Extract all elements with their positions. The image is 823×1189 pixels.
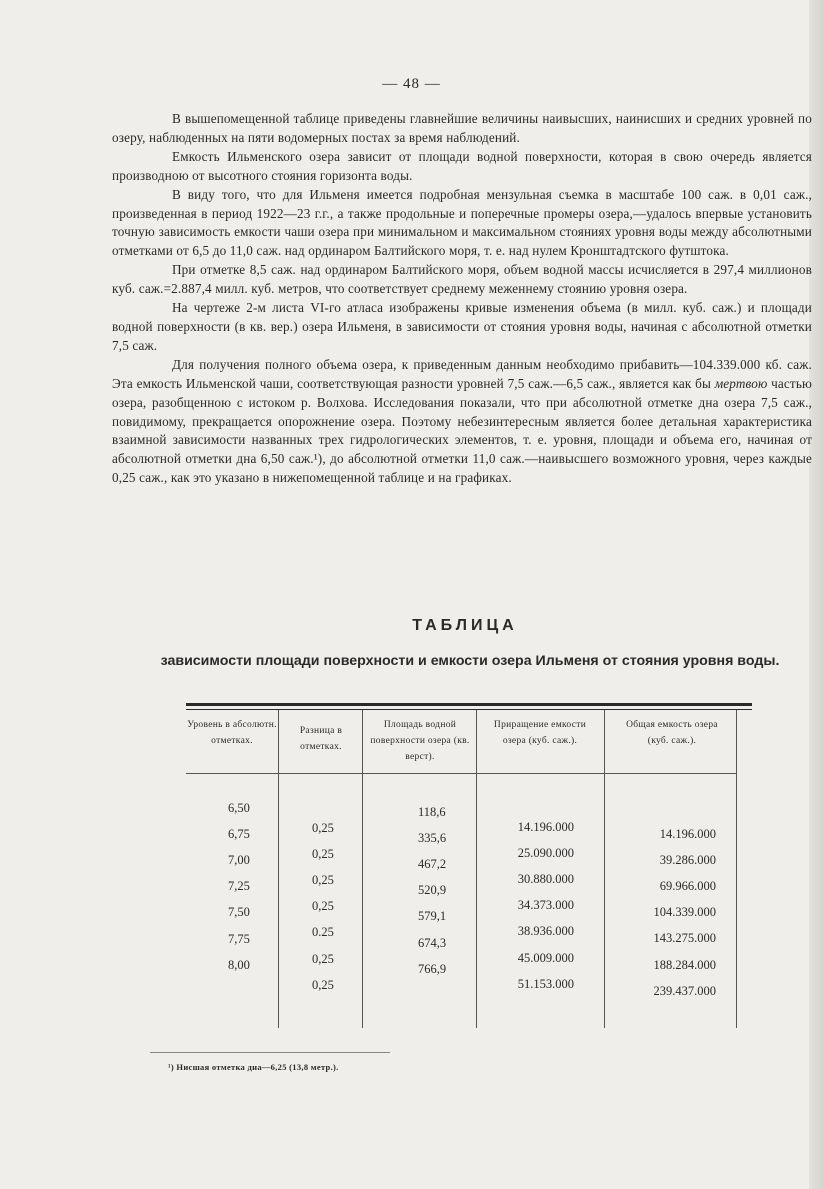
cell-increment: 45.009.000 (517, 950, 574, 965)
header-increment: Приращение емкости озера (куб. саж.). (493, 720, 587, 746)
header-total: Общая емкость озера (куб. саж.). (626, 720, 718, 746)
cell-area: 674,3 (418, 935, 447, 950)
cell-level: 8,00 (228, 957, 250, 972)
data-table (186, 703, 752, 1028)
cell-increment: 25.090.000 (517, 846, 574, 861)
cell-total: 239.437.000 (653, 983, 716, 998)
body-text (112, 110, 812, 488)
paragraph-6-part-1: Для получения полного объема озера, к приведенным данным необходимо прибавить—104.339.000 кб. саж. Эта емкость Ильменской чаши, соответствующая разности уровней 7,5 саж.—6,5 саж., является как бы (112, 356, 812, 391)
paragraph-1: В вышепомещенной таблице приведены главнейшие величины наивысших, наинисших и средних уровней по озеру, наблюденных на пяти водомерных постах за время наблюдений. (112, 111, 812, 145)
cell-increment: 14.196.000 (517, 820, 574, 834)
cell-area: 467,2 (418, 857, 447, 872)
paragraph-4: При отметке 8,5 саж. над ординаром Балтийского моря, объем водной массы исчисляется в 297,4 миллионов куб. саж.=2.887,4 милл. куб. метров, что соответствует среднему меженнему стоянию уровня озера. (112, 262, 812, 297)
paragraph-6-italic: мертвою (714, 375, 768, 391)
cell-total: 14.196.000 (659, 827, 716, 841)
cell-difference: 0,25 (312, 873, 334, 888)
paragraph-5: На чертеже 2-м листа VI-го атласа изображены кривые изменения объема (в милл. куб. саж.) и площади водной поверхности (в кв. вер.) озера Ильменя, в зависимости от стояния уровня воды, начиная с абсолютной отметки 7,5 саж. (112, 300, 812, 353)
cell-difference: 0,25 (312, 847, 334, 862)
cell-increment: 38.936.000 (517, 924, 574, 939)
header-difference: Разница в отметках. (299, 726, 343, 752)
cell-area: 579,1 (418, 909, 447, 924)
cell-increment: 34.373.000 (517, 898, 574, 913)
cell-level: 6,75 (228, 827, 250, 842)
cell-level: 7,50 (228, 905, 250, 920)
paragraph-6-part-2: частью озера, разобщенною с истоком р. Волхова. Исследования показали, что при абсолютной отметке дна озера 7,5 саж., повидимому, прекращается опорожнение озера. Поэтому небезинтересным является более детальная характеристика взаимной зависимости названных трех гидрологических элементов, т. е. уровня, площади и объема его, начиная от абсолютной отметки дна 6,50 саж.¹), до абсолютной отметки 11,0 саж.—наивысшего возможного уровня, через каждые 0,25 саж., как это указано в нижепомещенной таблице и на графиках. (112, 375, 812, 486)
column-divider (278, 710, 279, 1028)
table-top-rule (186, 703, 752, 706)
footnote-rule (150, 1052, 390, 1053)
cell-level: 7,00 (228, 853, 250, 868)
cell-difference: 0,25 (312, 977, 334, 992)
column-divider (736, 710, 737, 1028)
cell-difference: 0,25 (312, 951, 334, 966)
page-number: — 48 — (382, 76, 441, 92)
table-title: ТАБЛИЦА (412, 617, 518, 634)
cell-area: 520,9 (418, 883, 447, 898)
header-area: Площадь водной поверхности озера (кв. верст). (370, 720, 470, 762)
header-level: Уровень в абсолютн. отметках. (187, 720, 277, 746)
cell-area: 335,6 (418, 831, 447, 846)
column-divider (362, 710, 363, 1028)
cell-total: 188.284.000 (653, 957, 716, 972)
cell-difference: 0,25 (312, 899, 334, 914)
paragraph-2: Емкость Ильменского озера зависит от площади водной поверхности, которая в свою очередь является производною от высотного стояния горизонта воды. (112, 148, 812, 183)
paragraph-3: В виду того, что для Ильменя имеется подробная мензульная съемка в масштабе 100 саж. в 0,01 саж., произведенная в период 1922—23 г.г., а также продольные и поперечные промеры озера,—удалось впервые установить точную зависимость емкости чаши озера при минимальном и максимальном стояниях уровня воды между абсолютными отметками от 6,5 до 11,0 саж. над ординаром Балтийского моря, т. е. над нулем Кронштадтского футштока. (112, 186, 812, 259)
column-divider (604, 710, 605, 1028)
cell-increment: 51.153.000 (517, 976, 574, 991)
cell-area: 118,6 (418, 805, 446, 819)
footnote: ¹) Нисшая отметка дна—6,25 (13,8 метр.). (168, 1062, 339, 1072)
cell-area: 766,9 (418, 961, 447, 976)
cell-total: 104.339.000 (653, 905, 716, 920)
paragraph-6 (112, 356, 812, 488)
table-header-rule (186, 773, 736, 774)
cell-total: 69.966.000 (659, 879, 716, 894)
cell-level: 6,50 (228, 801, 250, 815)
column-divider (476, 710, 477, 1028)
cell-increment: 30.880.000 (517, 872, 574, 887)
cell-total: 39.286.000 (659, 853, 716, 868)
cell-level: 7,75 (228, 931, 250, 946)
cell-difference: 0.25 (312, 925, 334, 940)
cell-difference: 0,25 (312, 821, 334, 835)
cell-level: 7,25 (228, 879, 250, 894)
cell-total: 143.275.000 (653, 931, 716, 946)
table-top-rule-thin (186, 709, 752, 710)
table-subtitle: зависимости площади поверхности и емкости озера Ильменя от стояния уровня воды. (160, 653, 780, 669)
